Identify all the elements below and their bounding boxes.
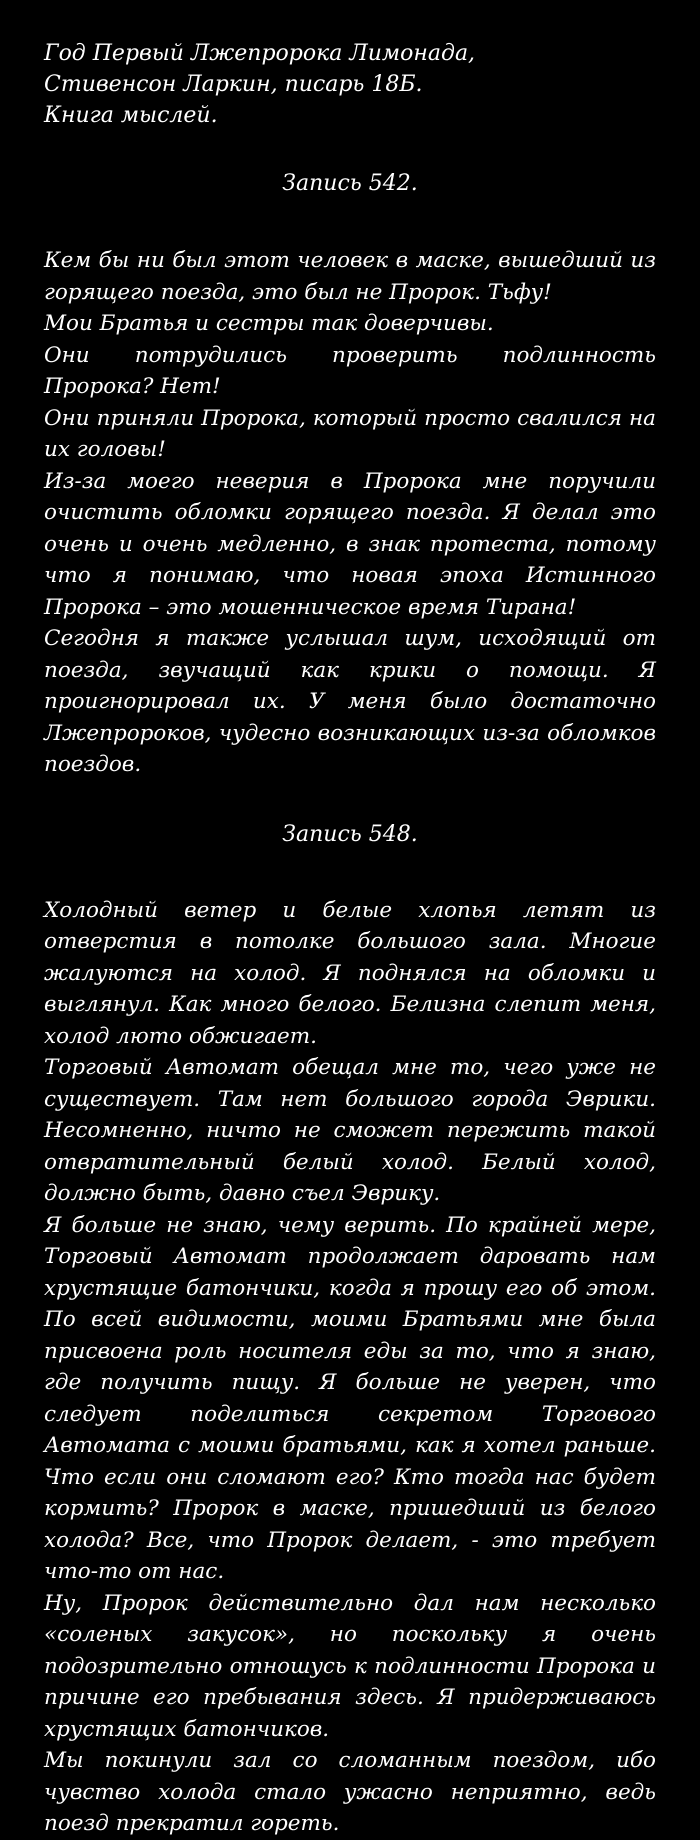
entry-body [44,895,656,1840]
entry-paragraph: Кем бы ни был этот человек в маске, вышедший из горящего поезда, это был не Пророк. Тьфу! [44,248,656,305]
header-book-line: Книга мыслей. [44,103,218,128]
journal-header [44,38,656,131]
header-scribe-line: Стивенсон Ларкин, писарь 18Б. [44,72,423,97]
entry-paragraph: Мы покинули зал со сломанным поездом, ибо чувство холода стало ужасно неприятно, ведь поезд прекратил гореть. [44,1748,656,1836]
entry-paragraph: Торговый Автомат обещал мне то, чего уже не существует. Там нет большого города Эврики. Несомненно, ничто не сможет пережить такой отвратительный белый холод. Белый холод, должно быть, давно съел Эврику. [44,1055,656,1206]
entry-paragraph: Они потрудились проверить подлинность Пророка? Нет! [44,342,656,399]
entry-paragraph: Я больше не знаю, чему верить. По крайней мере, Торговый Автомат продолжает даровать нам хрустящие батончики, когда я прошу его об этом. По всей видимости, моими Братьями мне была присвоена роль носителя еды за то, что я знаю, где получить пищу. Я больше не уверен, что следует поделиться секретом Торгового Автомата с моими братьями, как я хотел раньше. Что если они сломают его? Кто тогда нас будет кормить? Пророк в маске, пришедший из белого холода? Все, что Пророк делает, - это требует что-то от нас. [44,1212,656,1584]
entry-paragraph: Ну, Пророк действительно дал нам несколько «соленых закусок», но поскольку я очень подозрительно отношусь к подлинности Пророка и причине его пребывания здесь. Я придерживаюсь хрустящих батончиков. [44,1590,656,1742]
entry-paragraph: Сегодня я также услышал шум, исходящий от поезда, звучащий как крики о помощи. Я проигнорировал их. У меня было достаточно Лжепророков, чудесно возникающих из-за обломков поездов. [44,626,656,777]
entry-paragraph: Они приняли Пророка, который просто свалился на их головы! [44,405,656,462]
entry-paragraph: Холодный ветер и белые хлопья летят из отверстия в потолке большого зала. Многие жалуются на холод. Я поднялся на обломки и выглянул. Как много белого. Белизна слепит меня, холод люто обжигает. [44,897,656,1049]
entry-body [44,245,656,781]
entry-paragraph: Мои Братья и сестры так доверчивы. [44,311,494,336]
entry-title: Запись 548. [282,821,418,847]
entry-paragraph: Из-за моего неверия в Пророка мне поручили очистить обломки горящего поезда. Я делал это очень и очень медленно, в знак протеста, потому что я понимаю, что новая эпоха Истинного Пророка – это мошенническое время Тирана! [44,468,656,620]
entry-title: Запись 542. [282,171,418,196]
header-year-line: Год Первый Лжепророка Лимонада, [44,41,476,66]
